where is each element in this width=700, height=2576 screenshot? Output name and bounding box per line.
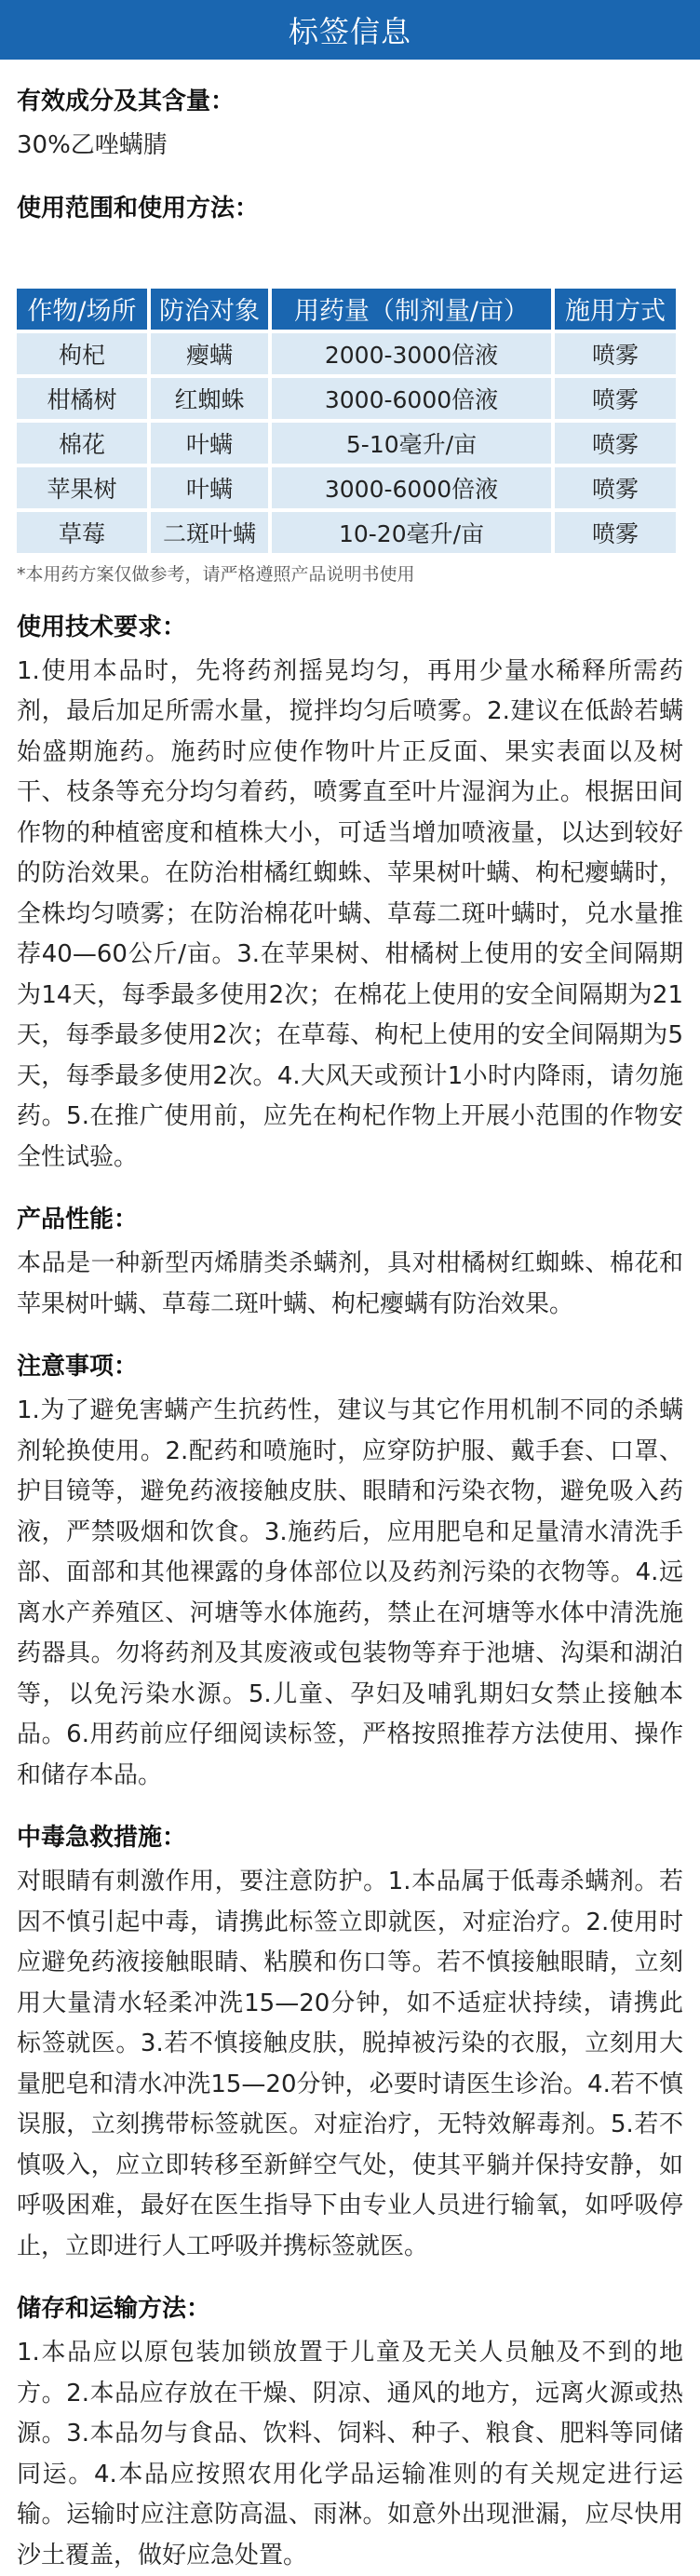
table-cell: 3000-6000倍液 xyxy=(272,467,551,508)
cautions-section xyxy=(17,1347,683,1796)
table-cell: 红蜘蛛 xyxy=(151,378,268,419)
technique-body: 1.使用本品时，先将药剂摇晃均匀，再用少量水稀释所需药剂，最后加足所需水量，搅拌均匀后喷雾。2.建议在低龄若螨始盛期施药。施药时应使作物叶片正反面、果实表面以及树干、枝条等充分均匀着药，喷雾直至叶片湿润为止。根据田间作物的种植密度和植株大小，可适当增加喷液量，以达到较好的防治效果。在防治柑橘红蜘蛛、苹果树叶螨、枸杞瘿螨时，全株均匀喷雾；在防治棉花叶螨、草莓二斑叶螨时，兑水量推荐40—60公斤/亩。3.在苹果树、柑橘树上使用的安全间隔期为14天，每季最多使用2次；在棉花上使用的安全间隔期为21天，每季最多使用2次；在草莓、枸杞上使用的安全间隔期为5天，每季最多使用2次。4.大风天或预计1小时内降雨，请勿施药。5.在推广使用前，应先在枸杞作物上开展小范围的作物安全性试验。 xyxy=(17,656,683,1171)
table-cell: 棉花 xyxy=(17,423,147,464)
performance-heading: 产品性能： xyxy=(17,1206,139,1234)
table-row xyxy=(17,467,676,508)
ingredient-value: 30%乙唑螨腈 xyxy=(17,131,168,159)
table-cell: 叶螨 xyxy=(151,423,268,464)
label-content xyxy=(0,82,700,2576)
first-aid-section xyxy=(17,1818,683,2267)
table-cell: 喷雾 xyxy=(555,467,676,508)
table-cell: 3000-6000倍液 xyxy=(272,378,551,419)
table-cell: 草莓 xyxy=(17,512,147,553)
storage-heading: 储存和运输方法： xyxy=(17,2295,211,2323)
column-header-target: 防治对象 xyxy=(151,289,268,330)
table-cell: 2000-3000倍液 xyxy=(272,333,551,374)
column-header-method: 施用方式 xyxy=(555,289,676,330)
column-header-dosage: 用药量（制剂量/亩） xyxy=(272,289,551,330)
first-aid-body: 对眼睛有刺激作用，要注意防护。1.本品属于低毒杀螨剂。若因不慎引起中毒，请携此标签立即就医，对症治疗。2.使用时应避免药液接触眼睛、粘膜和伤口等。若不慎接触眼睛，立刻用大量清水轻柔冲洗15—20分钟，如不适症状持续，请携此标签就医。3.若不慎接触皮肤，脱掉被污染的衣服，立刻用大量肥皂和清水冲洗15—20分钟，必要时请医生诊治。4.若不慎误服，立刻携带标签就医。对症治疗，无特效解毒剂。5.若不慎吸入，应立即转移至新鲜空气处，使其平躺并保持安静，如呼吸困难，最好在医生指导下由专业人员进行输氧，如呼吸停止，立即进行人工呼吸并携标签就医。 xyxy=(17,1868,683,2260)
page-header xyxy=(0,0,700,60)
table-row xyxy=(17,512,676,553)
first-aid-heading: 中毒急救措施： xyxy=(17,1824,187,1852)
ingredient-heading: 有效成分及其含量： xyxy=(17,88,236,115)
storage-section xyxy=(17,2289,683,2576)
table-cell: 苹果树 xyxy=(17,467,147,508)
technique-section xyxy=(17,608,683,1179)
column-header-crop: 作物/场所 xyxy=(17,289,147,330)
cautions-heading: 注意事项： xyxy=(17,1353,139,1381)
table-cell: 5-10毫升/亩 xyxy=(272,423,551,464)
technique-heading: 使用技术要求： xyxy=(17,613,187,641)
table-cell: 喷雾 xyxy=(555,423,676,464)
table-row xyxy=(17,423,676,464)
table-cell: 二斑叶螨 xyxy=(151,512,268,553)
dosage-table-header-row xyxy=(17,289,676,330)
usage-section xyxy=(17,189,683,586)
usage-note: *本用药方案仅做参考，请严格遵照产品说明书使用 xyxy=(17,563,415,585)
usage-heading: 使用范围和使用方法： xyxy=(17,194,260,223)
table-row xyxy=(17,333,676,374)
cautions-body: 1.为了避免害螨产生抗药性，建议与其它作用机制不同的杀螨剂轮换使用。2.配药和喷施时，应穿防护服、戴手套、口罩、护目镜等，避免药液接触皮肤、眼睛和污染衣物，避免吸入药液，严禁吸烟和饮食。3.施药后，应用肥皂和足量清水清洗手部、面部和其他裸露的身体部位以及药剂污染的衣物等。4.远离水产养殖区、河塘等水体施药，禁止在河塘等水体中清洗施药器具。勿将药剂及其废液或包装物等弃于池塘、沟渠和湖泊等，以免污染水源。5.儿童、孕妇及哺乳期妇女禁止接触本品。6.用药前应仔细阅读标签，严格按照推荐方法使用、操作和储存本品。 xyxy=(17,1396,683,1789)
table-cell: 10-20毫升/亩 xyxy=(272,512,551,553)
table-cell: 喷雾 xyxy=(555,512,676,553)
table-cell: 瘿螨 xyxy=(151,333,268,374)
table-cell: 喷雾 xyxy=(555,378,676,419)
table-cell: 柑橘树 xyxy=(17,378,147,419)
table-cell: 叶螨 xyxy=(151,467,268,508)
performance-section xyxy=(17,1200,683,1325)
ingredient-section xyxy=(17,82,683,167)
performance-body: 本品是一种新型丙烯腈类杀螨剂，具对柑橘树红蜘蛛、棉花和苹果树叶螨、草莓二斑叶螨、枸杞瘿螨有防治效果。 xyxy=(17,1249,683,1318)
table-cell: 枸杞 xyxy=(17,333,147,374)
page-title: 标签信息 xyxy=(288,14,411,49)
dosage-table xyxy=(13,285,680,557)
storage-body: 1.本品应以原包装加锁放置于儿童及无关人员触及不到的地方。2.本品应存放在干燥、阴凉、通风的地方，远离火源或热源。3.本品勿与食品、饮料、饲料、种子、粮食、肥料等同储同运。4.本品应按照农用化学品运输准则的有关规定进行运输。运输时应注意防高温、雨淋。如意外出现泄漏，应尽快用沙土覆盖，做好应急处置。 xyxy=(17,2339,683,2569)
table-cell: 喷雾 xyxy=(555,333,676,374)
table-row xyxy=(17,378,676,419)
